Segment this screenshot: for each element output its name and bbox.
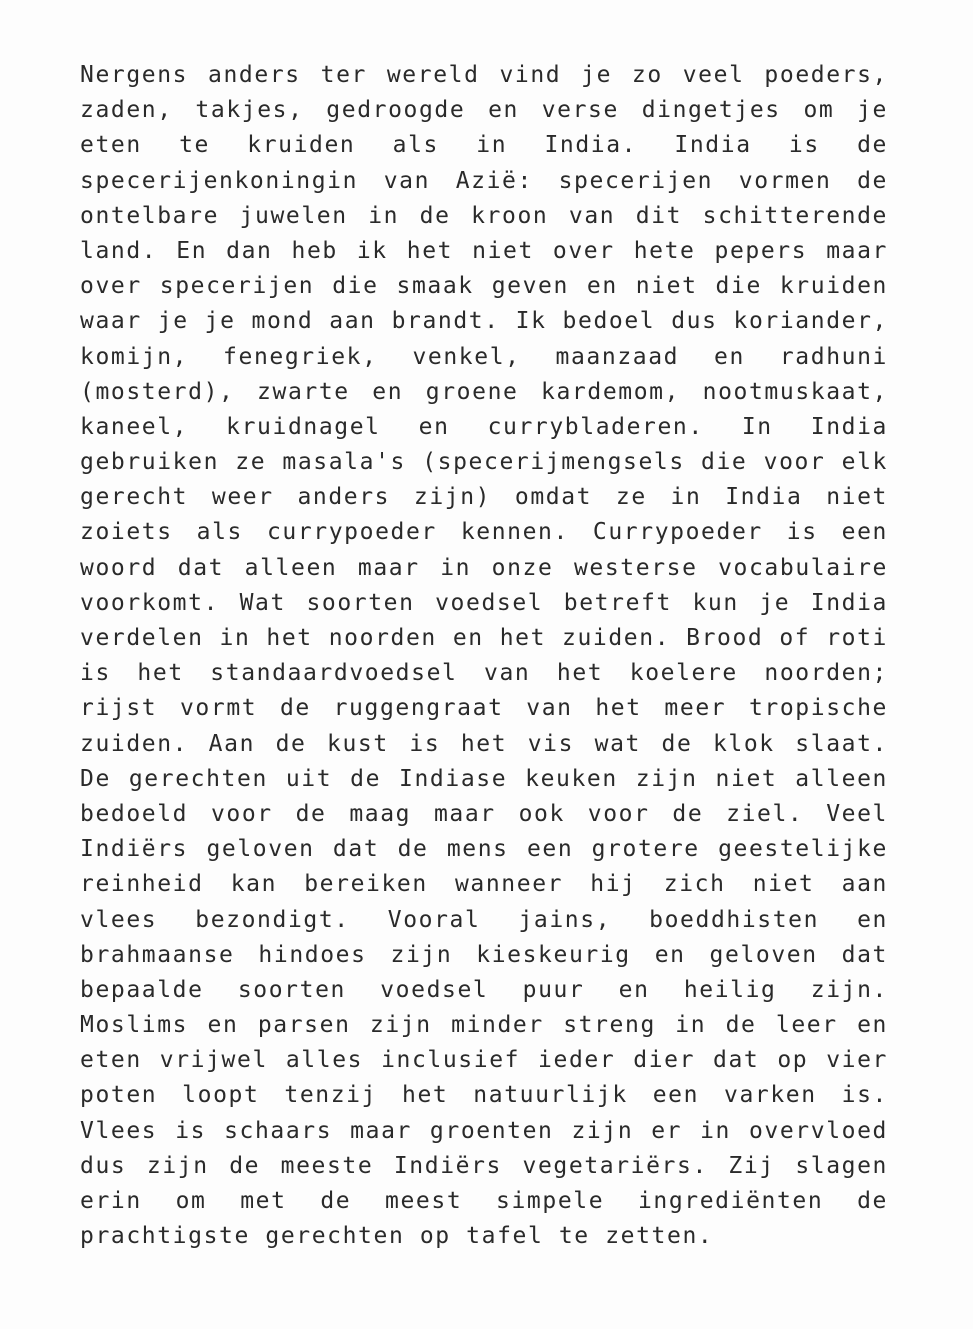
text-line-15: woord dat alleen maar in onze westerse vocabulaire — [80, 554, 888, 581]
text-line-23: Indiërs geloven dat de mens een grotere geestelijke — [80, 836, 888, 863]
text-line-5: ontelbare juwelen in de kroon van dit schitterende — [80, 202, 888, 229]
text-line-12: gebruiken ze masala's (specerijmengsels die voor elk — [80, 449, 888, 476]
text-line-20: zuiden. Aan de kust is het vis wat de klok slaat. — [80, 730, 888, 757]
text-line-31: Vlees is schaars maar groenten zijn er in overvloed — [80, 1117, 888, 1144]
text-line-9: komijn, fenegriek, venkel, maanzaad en radhuni — [80, 343, 888, 370]
text-line-26: brahmaanse hindoes zijn kieskeurig en geloven dat — [80, 941, 888, 968]
text-line-3: eten te kruiden als in India. India is de — [80, 132, 888, 159]
text-line-11: kaneel, kruidnagel en currybladeren. In India — [80, 413, 888, 440]
text-line-19: rijst vormt de ruggengraat van het meer tropische — [80, 695, 888, 722]
text-line-8: waar je je mond aan brandt. Ik bedoel dus koriander, — [80, 308, 888, 335]
text-line-33: erin om met de meest simpele ingrediënten de — [80, 1188, 888, 1214]
text-line-14: zoiets als currypoeder kennen. Currypoeder is een — [80, 519, 888, 546]
text-line-17: verdelen in het noorden en het zuiden. Brood of roti — [80, 625, 888, 651]
text-line-22: bedoeld voor de maag maar ook voor de ziel. Veel — [80, 800, 888, 827]
text-line-4: specerijenkoningin van Azië: specerijen vormen de — [80, 167, 888, 194]
text-line-28: Moslims en parsen zijn minder streng in de leer en — [80, 1012, 888, 1039]
text-line-21: De gerechten uit de Indiase keuken zijn niet alleen — [80, 765, 888, 792]
text-line-13: gerecht weer anders zijn) omdat ze in India niet — [80, 484, 888, 511]
text-line-18: is het standaardvoedsel van het koelere noorden; — [80, 660, 888, 687]
body-text — [80, 58, 888, 1254]
text-line-7: over specerijen die smaak geven en niet die kruiden — [80, 273, 888, 300]
text-line-27: bepaalde soorten voedsel puur en heilig zijn. — [80, 976, 888, 1003]
text-line-10: (mosterd), zwarte en groene kardemom, nootmuskaat, — [80, 378, 888, 405]
text-line-34: prachtigste gerechten op tafel te zetten. — [80, 1223, 714, 1250]
text-line-16: voorkomt. Wat soorten voedsel betreft kun je India — [80, 589, 888, 616]
text-line-24: reinheid kan bereiken wanneer hij zich niet aan — [80, 871, 888, 898]
text-line-6: land. En dan heb ik het niet over hete pepers maar — [80, 237, 888, 264]
text-line-30: poten loopt tenzij het natuurlijk een varken is. — [80, 1082, 888, 1109]
text-line-1: Nergens anders ter wereld vind je zo veel poeders, — [80, 62, 888, 88]
text-line-32: dus zijn de meeste Indiërs vegetariërs. Zij slagen — [80, 1152, 888, 1179]
text-line-29: eten vrijwel alles inclusief ieder dier dat op vier — [80, 1047, 888, 1074]
text-line-25: vlees bezondigt. Vooral jains, boeddhisten en — [80, 906, 888, 933]
text-line-2: zaden, takjes, gedroogde en verse dingetjes om je — [80, 97, 888, 124]
